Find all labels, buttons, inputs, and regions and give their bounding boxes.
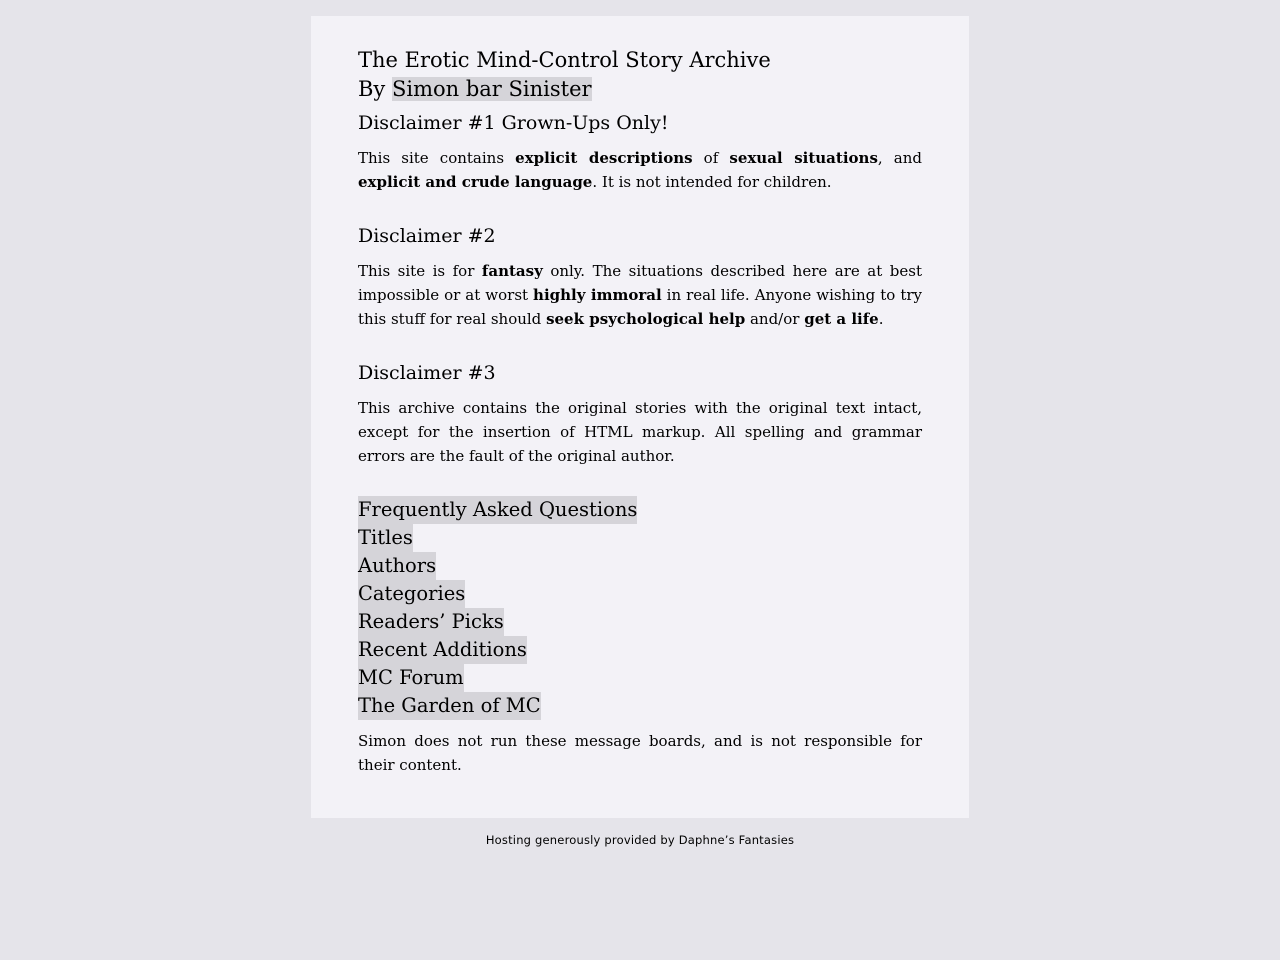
bold-run: highly immoral xyxy=(533,286,662,304)
byline-prefix: By xyxy=(358,77,392,101)
bold-run: sexual situations xyxy=(729,149,878,167)
text-run: . xyxy=(878,310,884,328)
disclaimer-3-text: This archive contains the original stories with the original text intact, except for the insertion of HTML markup. All spelling and grammar errors are the fault of the original author. xyxy=(358,399,922,465)
text-run: This site contains xyxy=(358,149,516,167)
disclaimer-2-text xyxy=(358,259,922,331)
disclaimer-3-heading: Disclaimer #3 xyxy=(358,362,496,384)
text-run: , and xyxy=(877,149,922,167)
text-run: in real life. Anyone wishing to try this stuff for real should xyxy=(358,286,922,328)
bold-run: fantasy xyxy=(481,262,543,280)
author-link[interactable]: Simon bar Sinister xyxy=(391,77,592,101)
text-run: only. The situations described here are at best impossible or at worst xyxy=(358,262,922,304)
disclaimer-1-text xyxy=(358,146,922,194)
archive-nav xyxy=(358,496,922,720)
page-title: The Erotic Mind-Control Story Archive xyxy=(358,48,771,72)
bold-run: explicit and crude language xyxy=(358,173,593,191)
hosting-footer: Hosting generously provided by Daphne’s Fantasies xyxy=(485,833,795,847)
byline xyxy=(358,75,922,104)
disclaimer-2-heading: Disclaimer #2 xyxy=(358,225,496,247)
nav-link-authors[interactable]: Authors xyxy=(358,552,436,580)
nav-link-mc-forum[interactable]: MC Forum xyxy=(358,664,464,692)
nav-link-garden-of-mc[interactable]: The Garden of MC xyxy=(358,692,541,720)
nav-link-readers-picks[interactable]: Readers’ Picks xyxy=(358,608,504,636)
nav-link-titles[interactable]: Titles xyxy=(358,524,413,552)
nav-link-faq[interactable]: Frequently Asked Questions xyxy=(358,496,637,524)
text-run: and/or xyxy=(745,310,805,328)
bold-run: get a life xyxy=(804,310,879,328)
text-run: of xyxy=(692,149,730,167)
text-run: . It is not intended for children. xyxy=(592,173,832,191)
text-run: This site is for xyxy=(358,262,482,280)
content-panel xyxy=(311,16,969,818)
disclaimer-1-heading: Disclaimer #1 Grown-Ups Only! xyxy=(358,112,669,134)
bold-run: seek psychological help xyxy=(546,310,746,328)
message-boards-note: Simon does not run these message boards, and is not responsible for their content. xyxy=(358,732,922,774)
bold-run: explicit descriptions xyxy=(515,149,693,167)
nav-link-categories[interactable]: Categories xyxy=(358,580,465,608)
nav-link-recent-additions[interactable]: Recent Additions xyxy=(358,636,527,664)
